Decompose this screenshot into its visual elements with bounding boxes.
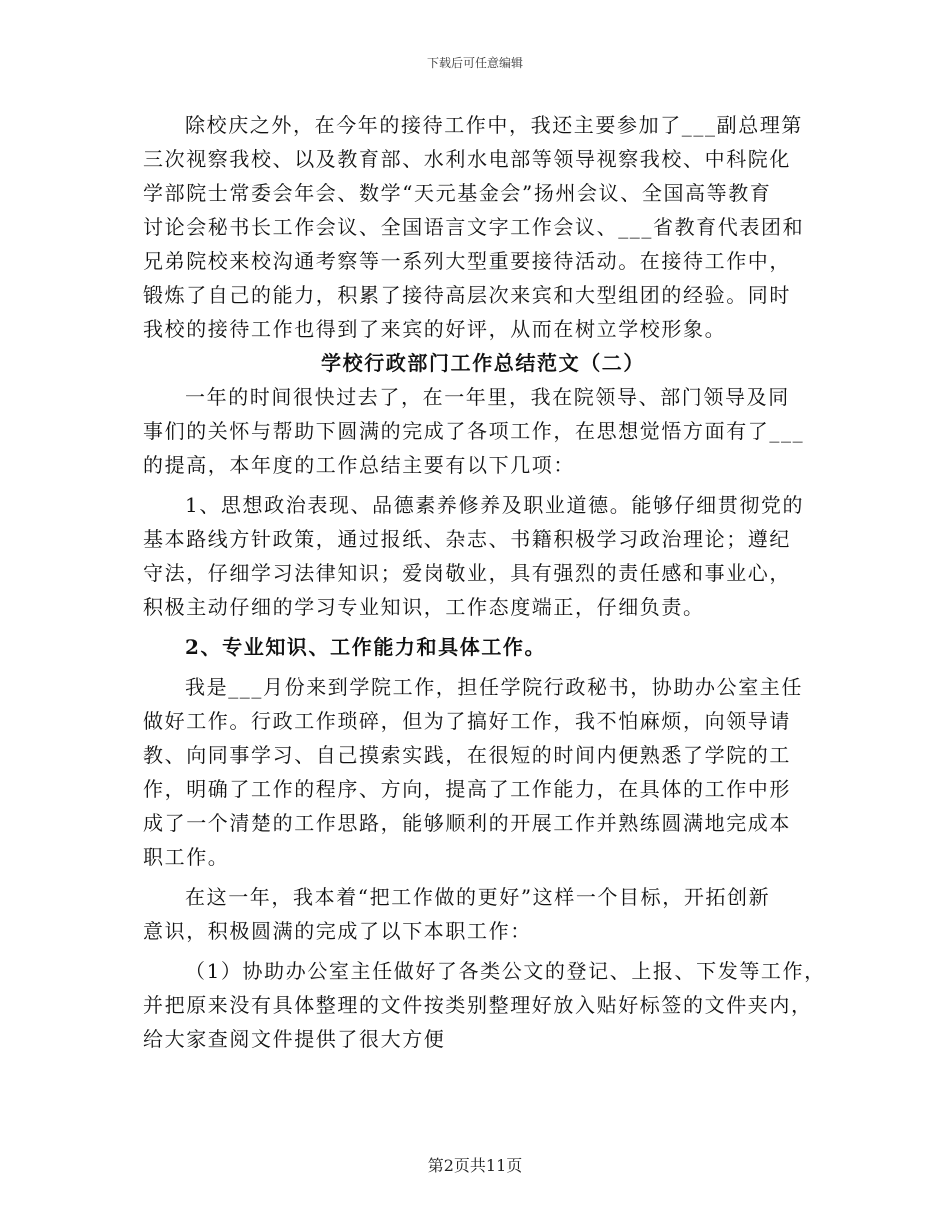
page-number: 第2页共11页 — [427, 1156, 523, 1175]
paragraph-line: 积极主动仔细的学习专业知识，工作态度端正，仔细负责。 — [143, 595, 705, 619]
paragraph-line: 意识，积极圆满的完成了以下本职工作： — [143, 919, 532, 943]
paragraph-line: 作，明确了工作的程序、方向，提高了工作能力，在具体的工作中形 — [143, 777, 791, 801]
paragraph-line: 我校的接待工作也得到了来宾的好评，从而在树立学校形象。 — [143, 317, 727, 341]
paragraph-line: 1、思想政治表现、品德素养修养及职业道德。能够仔细贯彻党的 — [185, 493, 805, 517]
paragraph-line: 的提高，本年度的工作总结主要有以下几项： — [143, 453, 575, 477]
paragraph-line: 守法，仔细学习法律知识；爱岗敬业，具有强烈的责任感和事业心， — [143, 561, 791, 585]
document-body — [143, 108, 826, 1056]
paragraph-line: 学部院士常委会年会、数学“天元基金会”扬州会议、全国高等教育 — [143, 181, 772, 205]
paragraph-line: 锻炼了自己的能力，积累了接待高层次来宾和大型组团的经验。同时 — [143, 283, 791, 307]
paragraph-line: 成了一个清楚的工作思路，能够顺利的开展工作并熟练圆满地完成本 — [143, 811, 791, 835]
subsection-heading: 2、专业知识、工作能力和具体工作。 — [185, 635, 547, 659]
paragraph-line: 事们的关怀与帮助下圆满的完成了各项工作，在思想觉悟方面有了___ — [143, 419, 805, 443]
paragraph-line: 一年的时间很快过去了，在一年里，我在院领导、部门领导及同 — [185, 385, 790, 409]
paragraph-line: 三次视察我校、以及教育部、水利水电部等领导视察我校、中科院化 — [143, 147, 791, 171]
paragraph-line: 讨论会秘书长工作会议、全国语言文字工作会议、___省教育代表团和 — [143, 215, 805, 239]
paragraph-line: 给大家查阅文件提供了很大方便 — [143, 1027, 446, 1051]
paragraph-line: 基本路线方针政策，通过报纸、杂志、书籍积极学习政治理论；遵纪 — [143, 527, 791, 551]
paragraph-line: （1）协助办公室主任做好了各类公文的登记、上报、下发等工作， — [185, 959, 826, 983]
paragraph-line: 并把原来没有具体整理的文件按类别整理好放入贴好标签的文件夹内， — [143, 993, 813, 1017]
section-title: 学校行政部门工作总结范文（二） — [321, 351, 645, 375]
paragraph-line: 除校庆之外，在今年的接待工作中，我还主要参加了___副总理第 — [185, 113, 803, 137]
paragraph-line: 兄弟院校来校沟通考察等一系列大型重要接待活动。在接待工作中， — [143, 249, 791, 273]
paragraph-line: 教、向同事学习、自己摸索实践，在很短的时间内便熟悉了学院的工 — [143, 743, 791, 767]
paragraph-line: 职工作。 — [143, 845, 230, 869]
paragraph-line: 做好工作。行政工作琐碎，但为了搞好工作，我不怕麻烦，向领导请 — [143, 709, 791, 733]
paragraph-line: 我是___月份来到学院工作，担任学院行政秘书，协助办公室主任 — [185, 675, 803, 699]
paragraph-line: 在这一年，我本着“把工作做的更好”这样一个目标，开拓创新 — [185, 885, 771, 909]
page-header-note: 下载后可任意编辑 — [426, 56, 523, 70]
